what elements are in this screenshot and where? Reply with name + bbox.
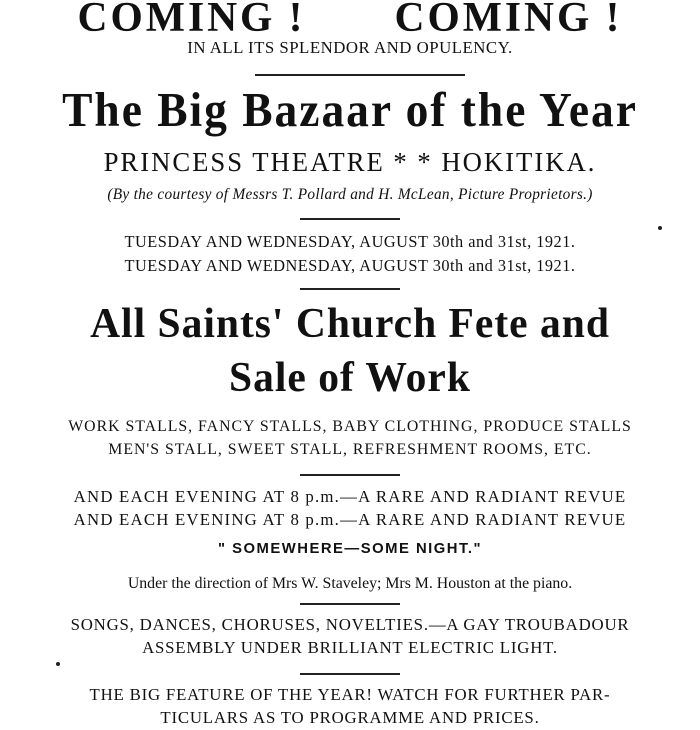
ink-speck (56, 662, 60, 666)
date-line: TUESDAY AND WEDNESDAY, AUGUST 30th and 31st, 1921. (124, 232, 576, 251)
headline: The Big Bazaar of the Year (62, 83, 638, 137)
ink-speck (658, 226, 662, 230)
divider-rule (300, 218, 400, 220)
direction-line: Under the direction of Mrs W. Staveley; Mrs M. Houston at the piano. (127, 575, 573, 592)
tagline: IN ALL ITS SPLENDOR AND OPULENCY. (187, 38, 513, 57)
event-title-line2: Sale of Work (229, 355, 471, 401)
songs-line: ASSEMBLY UNDER BRILLIANT ELECTRIC LIGHT. (142, 638, 558, 657)
divider-rule (255, 74, 465, 76)
songs-line: SONGS, DANCES, CHORUSES, NOVELTIES.—A GAY TROUBADOUR (70, 615, 630, 634)
divider-rule (300, 288, 400, 290)
divider-rule (300, 474, 400, 476)
venue-line: PRINCESS THEATRE * * HOKITIKA. (103, 147, 597, 177)
stalls-line: MEN'S STALL, SWEET STALL, REFRESHMENT ROOMS, ETC. (108, 441, 592, 458)
feature-line: THE BIG FEATURE OF THE YEAR! WATCH FOR FURTHER PAR- (89, 685, 611, 704)
courtesy-line: (By the courtesy of Messrs T. Pollard and H. McLean, Picture Proprietors.) (107, 186, 593, 203)
coming-left: COMING ! (77, 0, 306, 41)
feature-line: TICULARS AS TO PROGRAMME AND PRICES. (160, 708, 540, 727)
event-title-line1: All Saints' Church Fete and (90, 301, 610, 347)
date-line: TUESDAY AND WEDNESDAY, AUGUST 30th and 31st, 1921. (124, 256, 576, 275)
divider-rule (300, 673, 400, 675)
divider-rule (300, 603, 400, 605)
coming-right: COMING ! (394, 0, 623, 41)
evening-line: AND EACH EVENING AT 8 p.m.—A RARE AND RADIANT REVUE (73, 510, 627, 529)
revue-name: " SOMEWHERE—SOME NIGHT." (218, 540, 482, 557)
coming-banner (4, 0, 696, 42)
stalls-line: WORK STALLS, FANCY STALLS, BABY CLOTHING, PRODUCE STALLS (68, 418, 632, 435)
evening-line: AND EACH EVENING AT 8 p.m.—A RARE AND RADIANT REVUE (73, 487, 627, 506)
